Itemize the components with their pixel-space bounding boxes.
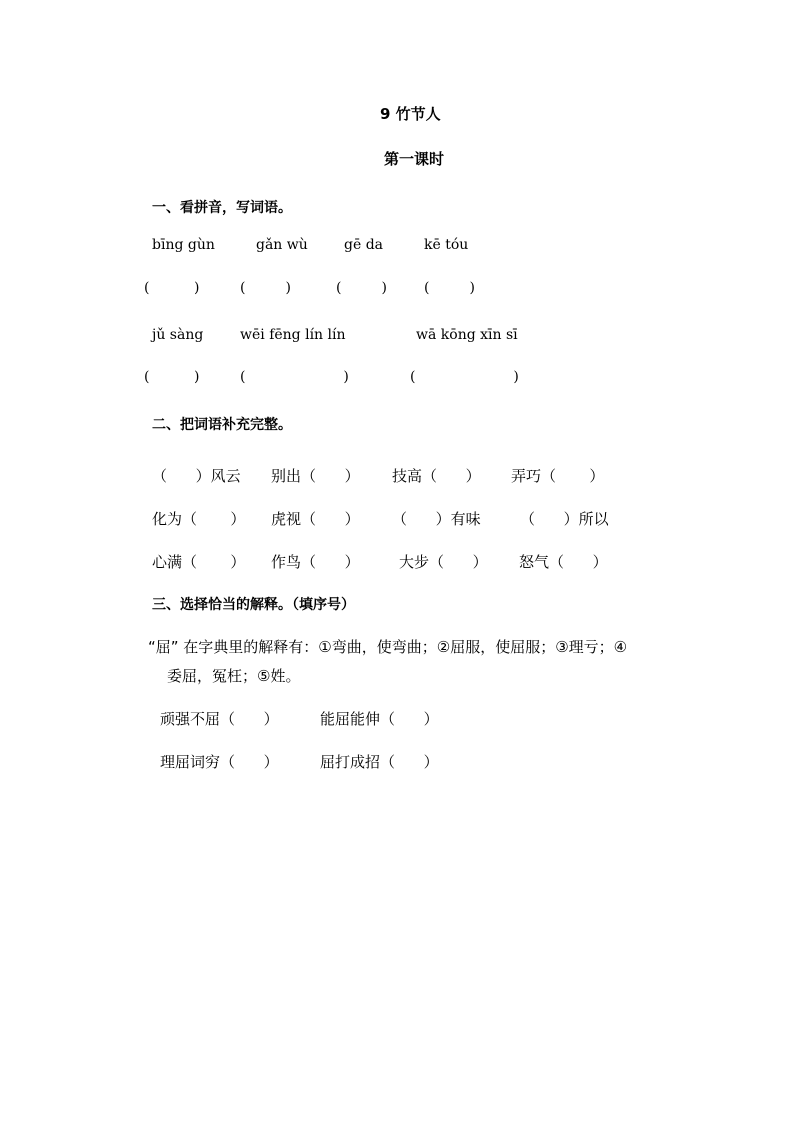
idiom-fill-item[interactable]: 弄巧（ ） xyxy=(511,467,605,485)
idiom-fill-item[interactable]: 化为（ ） xyxy=(152,510,246,528)
answer-blank[interactable]: ( ) xyxy=(240,369,349,385)
idiom-fill-item[interactable]: 作鸟（ ） xyxy=(271,553,360,571)
answer-blank[interactable]: ( ) xyxy=(410,369,519,385)
answer-blank[interactable]: ( ) xyxy=(144,280,200,296)
pinyin-item: jǔ sàng xyxy=(152,327,204,343)
idiom-fill-item[interactable]: （ ）风云 xyxy=(152,467,241,485)
section3-heading: 三、选择恰当的解释。（填序号） xyxy=(152,597,355,613)
pinyin-item: gǎn wù xyxy=(256,237,308,253)
idiom-fill-item[interactable]: （ ）有味 xyxy=(392,510,481,528)
idiom-fill-item[interactable]: 虎视（ ） xyxy=(271,510,360,528)
idiom-fill-item[interactable]: （ ）所以 xyxy=(520,510,609,528)
pinyin-item: gē da xyxy=(344,237,384,253)
page-subtitle: 第一课时 xyxy=(384,150,445,168)
definition-text: “屈” 在字典里的解释有：①弯曲，使弯曲；②屈服，使屈服；③理亏；④ xyxy=(148,638,628,656)
idiom-fill-item[interactable]: 别出（ ） xyxy=(271,467,360,485)
pinyin-item: bīng gùn xyxy=(152,237,215,253)
section1-heading: 一、看拼音，写词语。 xyxy=(152,200,292,216)
answer-blank[interactable]: ( ) xyxy=(336,280,387,296)
idiom-fill-item[interactable]: 技高（ ） xyxy=(392,467,481,485)
definition-text: 委屈，冤枉；⑤姓。 xyxy=(167,667,301,685)
answer-blank[interactable]: ( ) xyxy=(144,369,200,385)
choice-fill-item[interactable]: 顽强不屈（ ） xyxy=(160,710,279,728)
answer-blank[interactable]: ( ) xyxy=(240,280,291,296)
choice-fill-item[interactable]: 理屈词穷（ ） xyxy=(160,753,279,771)
section2-heading: 二、把词语补充完整。 xyxy=(152,417,292,433)
page-title: 9 竹节人 xyxy=(380,105,441,123)
choice-fill-item[interactable]: 能屈能伸（ ） xyxy=(320,710,439,728)
pinyin-item: wēi fēng lín lín xyxy=(240,327,346,343)
idiom-fill-item[interactable]: 怒气（ ） xyxy=(519,553,608,571)
pinyin-item: kē tóu xyxy=(424,237,469,253)
answer-blank[interactable]: ( ) xyxy=(424,280,475,296)
pinyin-item: wā kōng xīn sī xyxy=(416,327,518,343)
choice-fill-item[interactable]: 屈打成招（ ） xyxy=(320,753,439,771)
idiom-fill-item[interactable]: 心满（ ） xyxy=(152,553,246,571)
idiom-fill-item[interactable]: 大步（ ） xyxy=(399,553,488,571)
